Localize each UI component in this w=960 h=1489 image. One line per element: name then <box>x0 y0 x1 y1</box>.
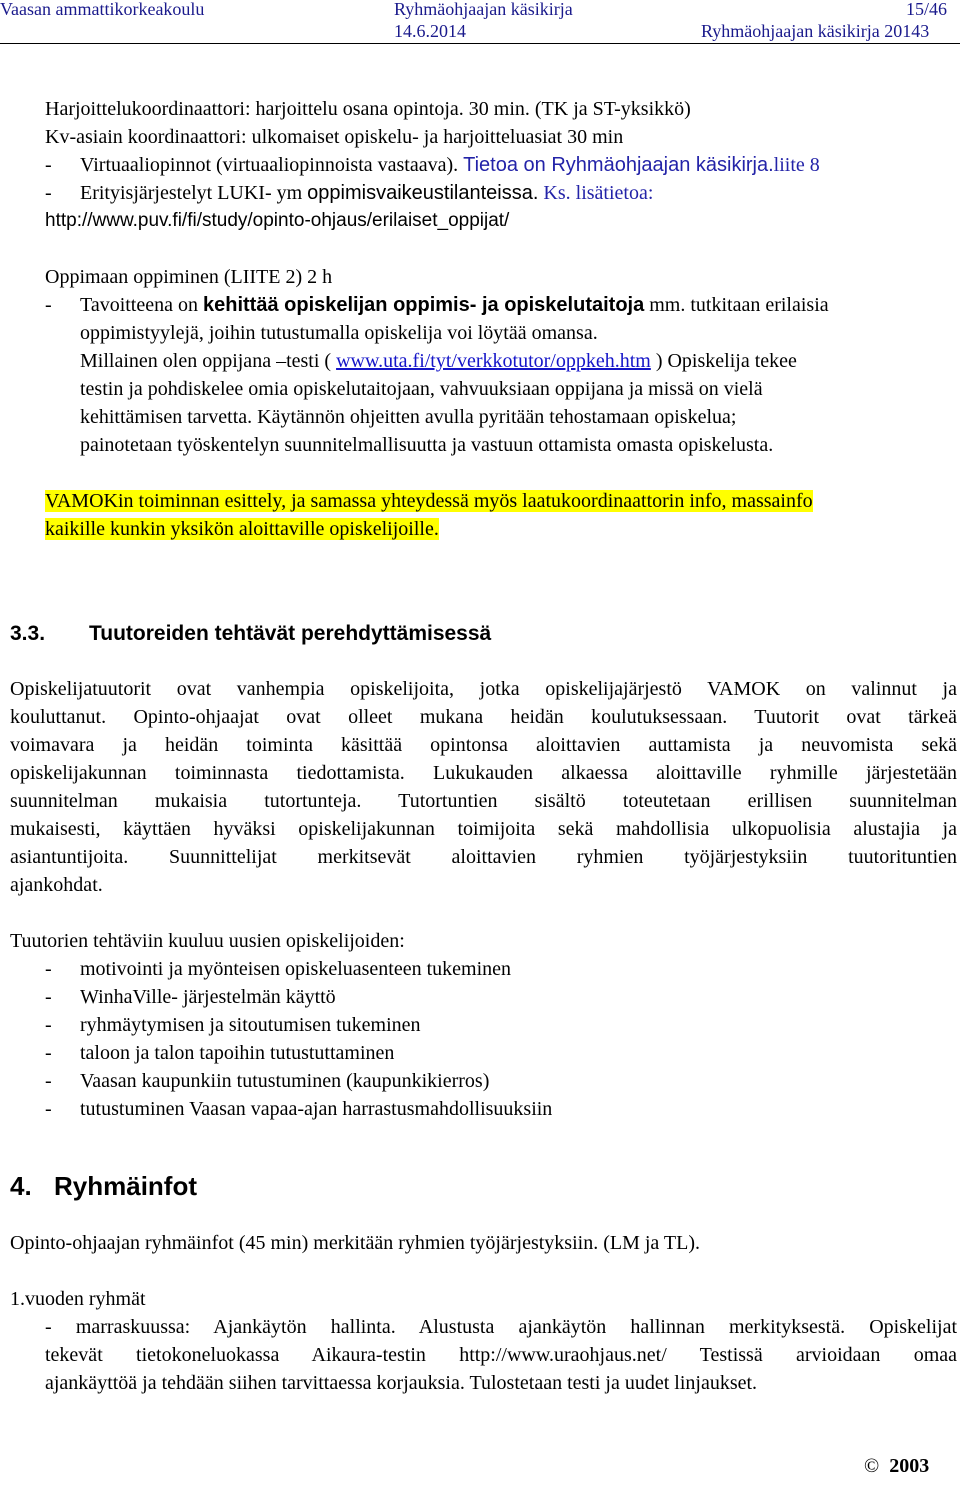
list-dash: - <box>45 1070 52 1092</box>
text-span: ) Opiskelija tekee <box>650 350 797 372</box>
list-dash: - <box>45 294 52 316</box>
list-dash: - <box>45 986 52 1008</box>
text-line <box>80 179 653 207</box>
text-span: Ks. lisätietoa: <box>538 182 654 204</box>
list-item: taloon ja talon tapoihin tutustuttaminen <box>80 1042 395 1064</box>
list-item: motivointi ja myönteisen opiskeluasenteen tukeminen <box>80 958 512 980</box>
paragraph-line: ajankohdat. <box>10 874 103 896</box>
puv-link[interactable]: http://www.puv.fi/fi/study/opinto-ohjaus/erilaiset_oppijat/ <box>45 210 510 231</box>
text-line <box>80 291 829 319</box>
section-title: Ryhmäinfot <box>54 1171 197 1201</box>
header-org: Vaasan ammattikorkeakoulu <box>0 0 205 19</box>
list-item: WinhaVille- järjestelmän käyttö <box>80 986 336 1008</box>
paragraph-line: Opiskelijatuutorit ovat vanhempia opiskelijoita, jotka opiskelijajärjestö VAMOK on valinnut ja <box>10 678 957 700</box>
list-title: Tuutorien tehtäviin kuuluu uusien opiskelijoiden: <box>10 930 405 952</box>
section-number: 3.3. <box>10 622 46 645</box>
text-span: oppimisvaikeustilanteissa. <box>307 182 539 204</box>
list-item: tutustuminen Vaasan vapaa-ajan harrastusmahdollisuuksiin <box>80 1098 553 1120</box>
paragraph-line: suunnitelman mukaisia tutortunteja. Tutortuntien sisältö toteutetaan erillisen suunnitelman <box>10 790 957 812</box>
list-dash: - <box>45 182 52 204</box>
text-line: kehittämisen tarvetta. Käytännön ohjeitten avulla pyritään tehostamaan opiskelua; <box>80 406 737 428</box>
highlight-span: VAMOKin toiminnan esittely, ja samassa yhteydessä myös laatukoordinaattorin info, massainfo <box>45 490 813 512</box>
header-date: 14.6.2014 <box>394 21 466 41</box>
footer-year: 2003 <box>889 1455 930 1477</box>
text-span: mm. tutkitaan erilaisia <box>644 294 829 316</box>
section-number: 4. <box>10 1171 32 1201</box>
text-span: asiantuntijoita. Suunnittelijat merkitsevät aloittavien ryhmien työjärjestyksiin tuutoritunt <box>10 846 933 868</box>
text-line: testin ja pohdiskelee omia opiskelutaitojaan, vahvuuksiaan oppijana ja missä on vielä <box>80 378 763 400</box>
footer-copyright <box>864 1455 929 1478</box>
text-span: ien <box>932 846 957 868</box>
paragraph-line <box>10 843 957 871</box>
text-span: Millainen olen oppijana –testi ( <box>80 350 337 372</box>
text-line: painotetaan työskentelyn suunnitelmallisuutta ja vastuun ottamista omasta opiskelusta. <box>80 434 774 456</box>
paragraph-line: kouluttanut. Opinto-ohjaajat ovat olleet mukana heidän koulutuksessaan. Tuutorit ovat tärkeä <box>10 706 957 728</box>
paragraph-line: ajankäyttöä ja tehdään siihen tarvittaessa korjauksia. Tulostetaan testi ja uudet linjaukset. <box>45 1372 758 1394</box>
list-dash: - <box>45 1014 52 1036</box>
paragraph-line: tekevät tietokoneluokassa Aikaura-testin http://www.uraohjaus.net/ Testissä arvioidaan omaa <box>45 1344 957 1366</box>
header-doc-title: Ryhmäohjaajan käsikirja 20143 <box>701 21 930 41</box>
text-span: Erityisjärjestelyt LUKI- ym <box>80 182 308 204</box>
text-line <box>80 151 820 179</box>
text-span: Virtuaaliopinnot (virtuaaliopinnoista vastaava). <box>80 154 464 176</box>
oppkeh-link[interactable]: www.uta.fi/tyt/verkkotutor/oppkeh.htm <box>336 350 651 372</box>
text-line: oppimistyylejä, joihin tutustumalla opiskelija voi löytää omansa. <box>80 322 598 344</box>
vamok-line <box>45 487 813 515</box>
text-line: Harjoittelukoordinaattori: harjoittelu osana opintoja. 30 min. (TK ja ST-yksikkö) <box>45 98 691 120</box>
section-title: Tuutoreiden tehtävät perehdyttämisessä <box>89 622 492 645</box>
paragraph-line: mukaisesti, käyttäen hyväksi opiskelijakunnan toimijoita sekä mahdollisia ulkopuolisia alustajia ja <box>10 818 957 840</box>
list-item: ryhmäytymisen ja sitoutumisen tukeminen <box>80 1014 421 1036</box>
paragraph-line: voimavara ja heidän toiminta käsittää opintonsa aloittavien auttamista ja neuvomista sekä <box>10 734 957 756</box>
paragraph-line: - marraskuussa: Ajankäytön hallinta. Alustusta ajankäytön hallinnan merkityksestä. Opiskelijat <box>45 1316 957 1338</box>
list-dash: - <box>45 154 52 176</box>
bold-span: kehittää opiskelijan oppimis- ja opiskelutaitoja <box>203 294 645 316</box>
header-rule <box>0 43 960 44</box>
learning-title: Oppimaan oppiminen (LIITE 2) 2 h <box>45 266 333 288</box>
list-dash: - <box>45 958 52 980</box>
text-span: Tavoitteena on <box>80 294 203 316</box>
paragraph-line: opiskelijakunnan toiminnasta tiedottamista. Lukukauden alkaessa aloittaville ryhmille järjestetään <box>10 762 957 784</box>
copyright-icon: © <box>864 1455 880 1477</box>
text-span: liite 8 <box>773 154 820 176</box>
text-line: Kv-asiain koordinaattori: ulkomaiset opiskelu- ja harjoitteluasiat 30 min <box>45 126 624 148</box>
group-title: 1.vuoden ryhmät <box>10 1288 146 1310</box>
text-line <box>80 347 797 375</box>
paragraph-line: Opinto-ohjaajan ryhmäinfot (45 min) merkitään ryhmien työjärjestyksiin. (LM ja TL). <box>10 1232 701 1254</box>
header-page-number: 15/46 <box>906 0 948 19</box>
list-dash: - <box>45 1042 52 1064</box>
header-title: Ryhmäohjaajan käsikirja <box>394 0 573 19</box>
highlight-span: kaikille kunkin yksikön aloittaville opiskelijoille. <box>45 518 439 540</box>
list-dash: - <box>45 1098 52 1120</box>
vamok-line <box>45 515 439 543</box>
text-span: Tietoa on Ryhmäohjaajan käsikirja. <box>463 154 774 176</box>
list-item: Vaasan kaupunkiin tutustuminen (kaupunkikierros) <box>80 1070 490 1092</box>
